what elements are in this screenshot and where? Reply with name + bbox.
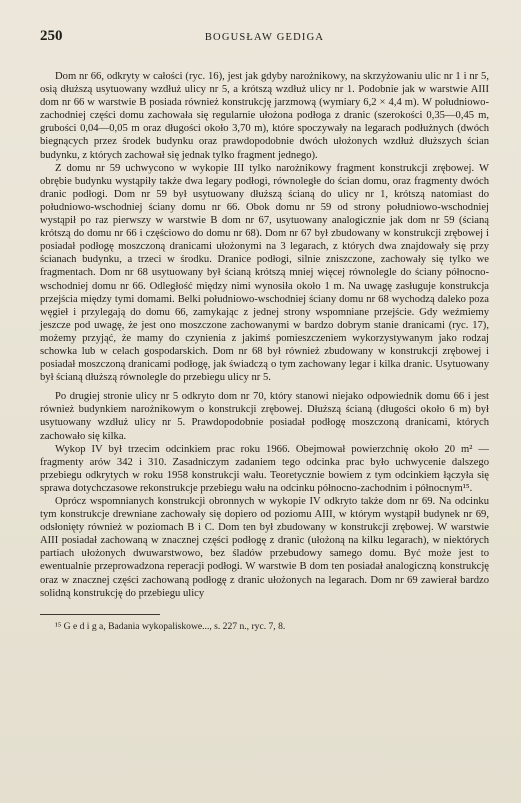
page-number: 250 xyxy=(40,28,63,44)
footnote: ¹⁵ G e d i g a, Badania wykopaliskowe..., s. 227 n., ryc. 7, 8. xyxy=(55,620,286,632)
paragraph-house-69: Oprócz wspomnianych konstrukcji obronnych w wykopie IV odkryto także dom nr 69. Na odcinku tym konstrukcje drewniane zachowały się dopiero od poziomu AIII, w którym wystąpił budynek nr 69, odsłonięty również w poziomach B i C. Dom ten był zbudowany w konstrukcji zrębowej. W warstwie AIII posiadał zachowaną w znacznej części podłogę z dranic (ułożoną na kilku legarach), w niektórych partiach ułożonych dwuwarstwowo, bez śladów przebudowy samego domu. Być może jest to ewentualnie przeprowadzona reperacji podłogi. W warstwie B dom ten posiadał analogiczną konstrukcję oraz w znacznej części zachowaną podłogę z dranic ułożonych na legarach. Dom nr 69 zawierał bardzo solidną konstrukcję do przebiegu ulicy xyxy=(40,496,489,599)
paragraph-house-59-67-68: Z domu nr 59 uchwycono w wykopie III tylko narożnikowy fragment konstrukcji zrębowej. W obrębie budynku wystąpiły także dwa legary podłogi, równoległe do ścian domu, oraz fragmenty dwóch dranic podłogi. Dom nr 59 był usytuowany dłuższą ścianą do ulicy nr 1, krótszą natomiast do południowo-wschodniej ściany domu nr 66. Obok domu nr 59 od strony południowo-wschodniej wystąpił po raz pierwszy w warstwie B dom nr 67, usytuowany analogicznie jak dom nr 59 (ścianą krótszą do domu nr 66 i częściowo do domu nr 68). Dom nr 67 był zbudowany w konstrukcji zrębowej i posiadał podłogę moszczoną dranicami ułożonymi na 3 legarach, z których dwa znajdowały się przy ścianach budynku, a trzeci w środku. Dranice podłogi, silnie zniszczone, zachowały się tylko we fragmentach. Dom nr 68 usytuowany był ścianą krótszą mniej więcej równolegle do ściany północno-wschodniej domu nr 66. Odległość między nimi wynosiła około 1 m. Na uwagę zasługuje konstrukcja przejścia między tymi domami. Belki południowo-wschodniej ściany domu nr 68 wychodzą daleko poza węgieł i przylegają do domu 66, zamykając z jednej strony wspomniane przejście. Gdy weźmiemy jeszcze pod uwagę, że jest ono moszczone zachowanymi w bardzo dobrym stanie dranicami (ryc. 17), możemy przyjąć, że mamy do czynienia z jakimś pomieszczeniem wykorzystywanym jako rodzaj schowka lub w celach gospodarskich. Dom nr 68 był również zbudowany w konstrukcji zrębowej i posiadał moszczoną dranicami podłogę, jak świadczą o tym zachowany legar i kilka dranic. Usytuowany był ścianą dłuższą równolegle do przebiegu ulicy nr 5. xyxy=(40,162,489,384)
running-head xyxy=(40,28,489,50)
footnote-divider xyxy=(40,614,160,615)
paragraph-trench-iv: Wykop IV był trzecim odcinkiem prac roku 1966. Obejmował powierzchnię około 20 m² — fragmenty arów 342 i 310. Zasadniczym zadaniem tego odcinka prac było uchwycenie dalszego przebiegu odkrytych w roku 1958 konstrukcji wału. Teoretycznie bowiem z tym odcinkiem łączyła się sprawa dotychczasowe rekonstrukcje przebiegu wału na odcinku północno-zachodnim i północnym¹⁵. xyxy=(40,443,489,494)
running-title: BOGUSŁAW GEDIGA xyxy=(204,32,325,43)
paragraph-house-66: Dom nr 66, odkryty w całości (ryc. 16), jest jak gdyby narożnikowy, na skrzyżowaniu ulic nr 1 i nr 5, osią dłuższą usytuowany wzdłuż ulicy nr 5, a krótszą wzdłuż ulicy nr 1. Podobnie jak w warstwie AIII dom nr 66 w warstwie B posiada również konstrukcję jarzmową (wymiary 6,2 × 4,4 m). W południowo-zachodniej części domu zachowała się regularnie ułożona podłoga z dranic (szerokości 0,35—0,45 m, grubości 0,04—0,05 m oraz długości około 3,70 m), które spoczywały na legarach podłużnych (dwóch biegnących przez środek budynku oraz prawdopodobnie dwóch ułożonych wzdłuż dłuższych ścian budynku, z których zachował się jednak tylko fragment jednego). xyxy=(40,71,489,161)
body-text xyxy=(40,70,489,600)
paragraph-house-70: Po drugiej stronie ulicy nr 5 odkryto dom nr 70, który stanowi niejako odpowiednik domu 66 i jest również budynkiem narożnikowym o konstrukcji zrębowej. Dłuższą ścianą (długości około 6 m) był usytuowany wzdłuż ulicy nr 5. Prawdopodobnie posiadał podłogę moszczoną dranicami, których zachowało się kilka. xyxy=(40,391,489,442)
